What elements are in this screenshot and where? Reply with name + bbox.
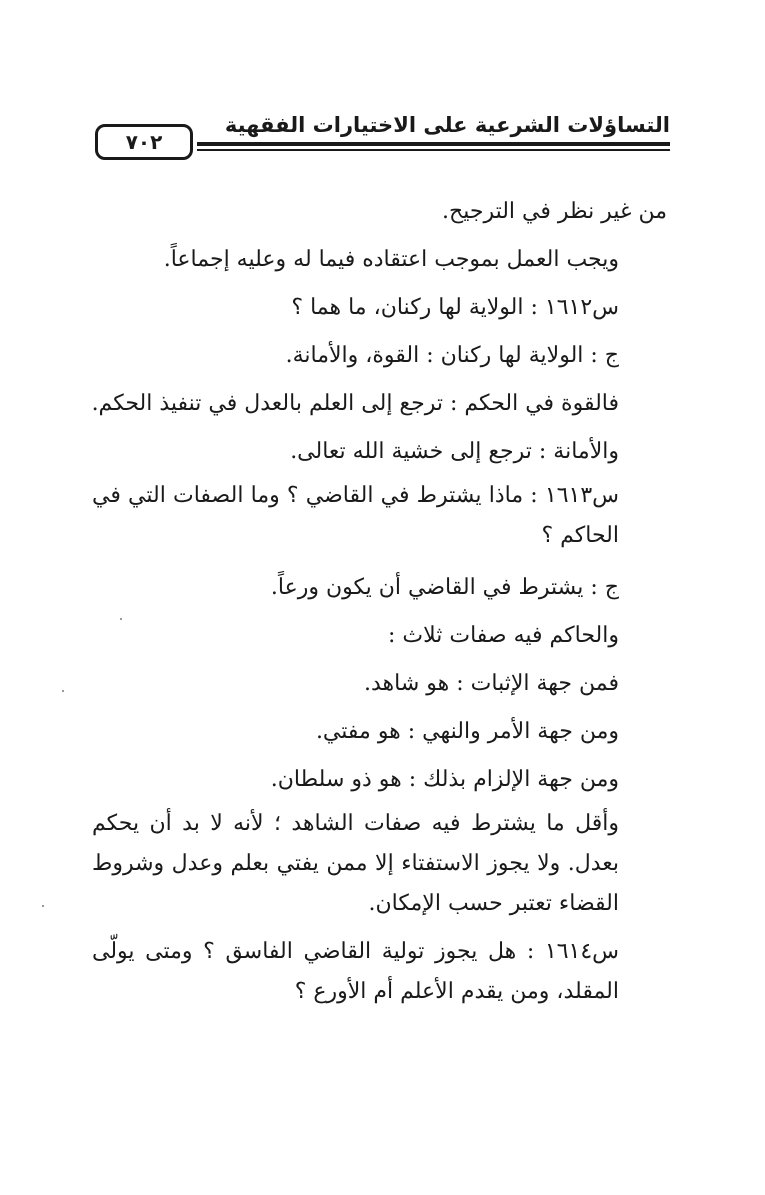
paragraph: والأمانة : ترجع إلى خشية الله تعالى.: [290, 439, 619, 464]
paragraph: ومن جهة الأمر والنهي : هو مفتي.: [315, 719, 619, 744]
scan-speck: [120, 618, 122, 620]
answer-paragraph: ج : يشترط في القاضي أن يكون ورعاً.: [270, 575, 619, 600]
question-paragraph: س١٦١٣ : ماذا يشترط في القاضي ؟ وما الصفات التي في الحاكم ؟: [92, 483, 619, 548]
paragraph: ومن جهة الإلزام بذلك : هو ذو سلطان.: [270, 767, 619, 792]
paragraph: فالقوة في الحكم : ترجع إلى العلم بالعدل في تنفيذ الحكم.: [91, 391, 619, 416]
paragraph: فمن جهة الإثبات : هو شاهد.: [364, 671, 619, 696]
question-paragraph: س١٦١٤ : هل يجوز تولية القاضي الفاسق ؟ ومتى يولّى المقلد، ومن يقدم الأعلم أم الأورع ؟: [92, 939, 619, 1004]
paragraph: من غير نظر في الترجيح.: [442, 199, 667, 224]
header-rule-thick: [197, 142, 670, 146]
question-paragraph: س١٦١٢ : الولاية لها ركنان، ما هما ؟: [291, 295, 619, 320]
page-number: ٧٠٢: [95, 124, 193, 160]
page-header: [95, 110, 670, 156]
book-title: التساؤلات الشرعية على الاختيارات الفقهية: [224, 113, 670, 137]
paragraph: ويجب العمل بموجب اعتقاده فيما له وعليه إجماعاً.: [163, 247, 619, 272]
header-rule-thin: [197, 149, 670, 151]
scan-speck: [62, 690, 64, 692]
answer-paragraph: ج : الولاية لها ركنان : القوة، والأمانة.: [285, 343, 619, 368]
paragraph: وأقل ما يشترط فيه صفات الشاهد ؛ لأنه لا بد أن يحكم بعدل. ولا يجوز الاستفتاء إلا ممن يفتي بعلم وعدل وشروط القضاء تعتبر حسب الإمكان.: [92, 811, 619, 916]
paragraph: والحاكم فيه صفات ثلاث :: [388, 623, 619, 648]
scan-speck: [42, 905, 44, 907]
page-body: [92, 188, 667, 1012]
